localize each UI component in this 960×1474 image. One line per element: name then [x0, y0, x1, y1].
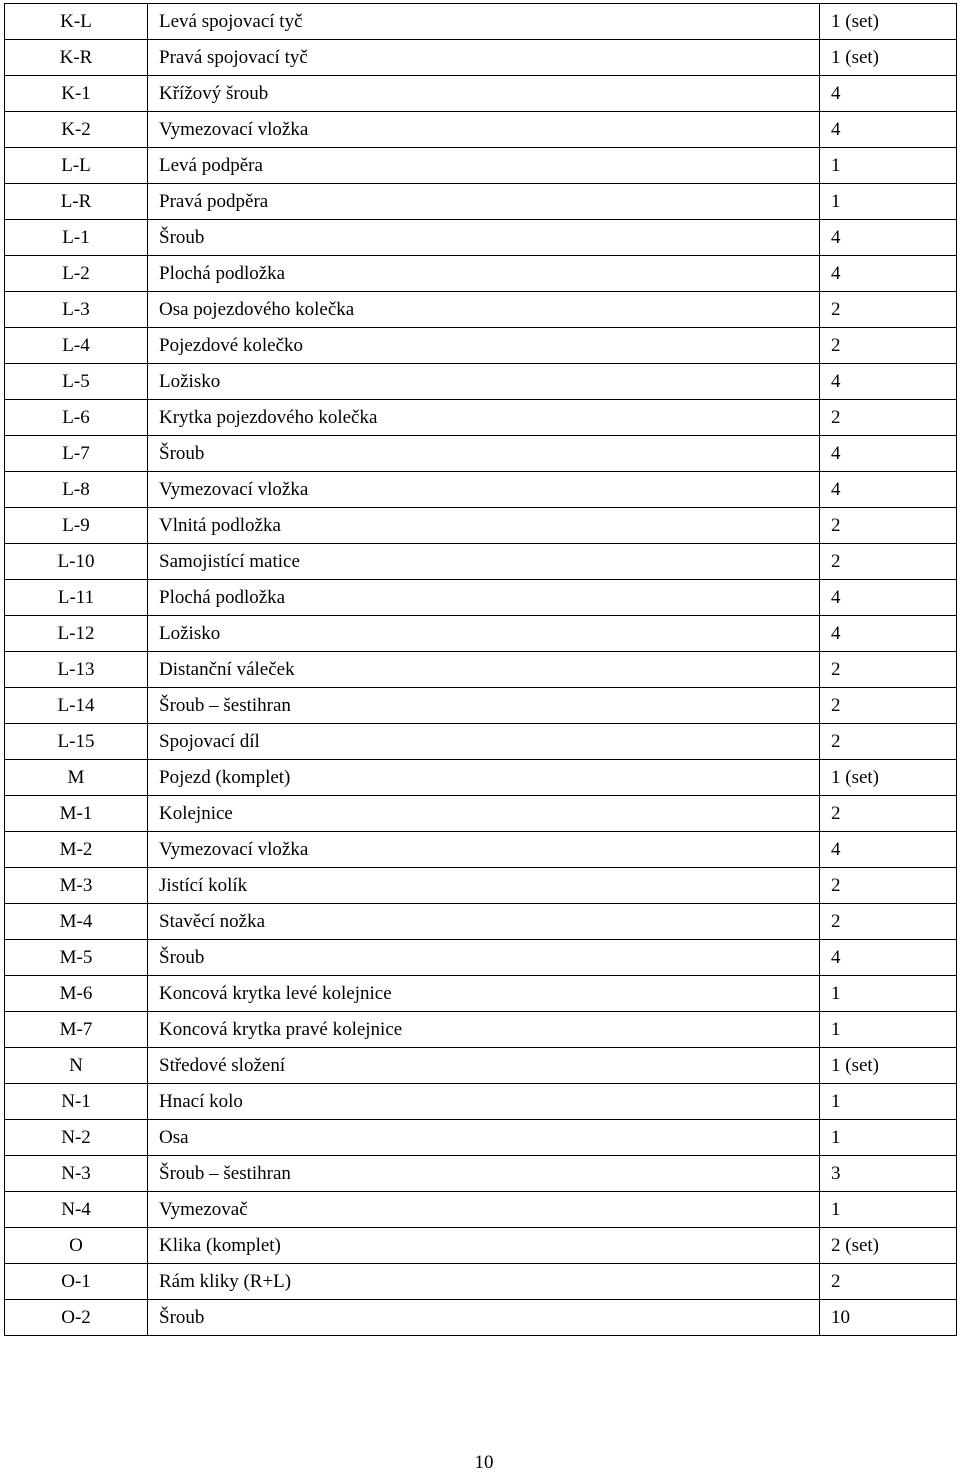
page-number: 10: [474, 1452, 494, 1473]
part-name: Pravá podpěra: [148, 184, 820, 220]
table-row: [5, 328, 957, 364]
part-name: Koncová krytka pravé kolejnice: [148, 1012, 820, 1048]
part-code: L-R: [5, 184, 148, 220]
part-code: O-1: [5, 1264, 148, 1300]
part-code: N-3: [5, 1156, 148, 1192]
table-row: [5, 1228, 957, 1264]
part-quantity: 3: [820, 1156, 957, 1192]
part-code: K-1: [5, 76, 148, 112]
table-row: [5, 904, 957, 940]
part-code: N-1: [5, 1084, 148, 1120]
part-code: L-1: [5, 220, 148, 256]
part-code: K-R: [5, 40, 148, 76]
part-name: Vymezovací vložka: [148, 112, 820, 148]
part-code: M-5: [5, 940, 148, 976]
part-name: Osa pojezdového kolečka: [148, 292, 820, 328]
part-quantity: 2: [820, 292, 957, 328]
part-code: N-2: [5, 1120, 148, 1156]
part-name: Jistící kolík: [148, 868, 820, 904]
table-row: [5, 148, 957, 184]
part-name: Stavěcí nožka: [148, 904, 820, 940]
part-quantity: 4: [820, 364, 957, 400]
table-row: [5, 1120, 957, 1156]
part-quantity: 2: [820, 400, 957, 436]
part-name: Šroub: [148, 1300, 820, 1336]
table-row: [5, 652, 957, 688]
table-row: [5, 508, 957, 544]
part-code: K-L: [5, 4, 148, 40]
table-row: [5, 400, 957, 436]
table-row: [5, 112, 957, 148]
part-quantity: 4: [820, 940, 957, 976]
part-name: Distanční váleček: [148, 652, 820, 688]
table-row: [5, 976, 957, 1012]
part-name: Pojezd (komplet): [148, 760, 820, 796]
table-row: [5, 616, 957, 652]
parts-table-body: [5, 4, 957, 1336]
part-code: O-2: [5, 1300, 148, 1336]
part-quantity: 4: [820, 76, 957, 112]
part-quantity: 1: [820, 184, 957, 220]
table-row: [5, 220, 957, 256]
part-quantity: 2: [820, 652, 957, 688]
part-quantity: 2: [820, 796, 957, 832]
part-name: Vymezovač: [148, 1192, 820, 1228]
part-name: Ložisko: [148, 364, 820, 400]
part-code: L-10: [5, 544, 148, 580]
part-name: Levá spojovací tyč: [148, 4, 820, 40]
part-code: M-6: [5, 976, 148, 1012]
part-name: Levá podpěra: [148, 148, 820, 184]
part-code: L-9: [5, 508, 148, 544]
table-row: [5, 292, 957, 328]
part-name: Krytka pojezdového kolečka: [148, 400, 820, 436]
table-row: [5, 40, 957, 76]
part-name: Klika (komplet): [148, 1228, 820, 1264]
part-quantity: 2: [820, 868, 957, 904]
part-name: Křížový šroub: [148, 76, 820, 112]
part-code: M-4: [5, 904, 148, 940]
part-quantity: 1 (set): [820, 40, 957, 76]
part-code: L-4: [5, 328, 148, 364]
part-name: Plochá podložka: [148, 580, 820, 616]
part-quantity: 2: [820, 544, 957, 580]
part-name: Vlnitá podložka: [148, 508, 820, 544]
table-row: [5, 940, 957, 976]
table-row: [5, 1264, 957, 1300]
part-code: L-12: [5, 616, 148, 652]
part-name: Šroub: [148, 436, 820, 472]
part-name: Spojovací díl: [148, 724, 820, 760]
part-quantity: 2: [820, 328, 957, 364]
part-code: L-15: [5, 724, 148, 760]
part-quantity: 1: [820, 148, 957, 184]
part-quantity: 2: [820, 1264, 957, 1300]
part-code: L-8: [5, 472, 148, 508]
part-code: L-5: [5, 364, 148, 400]
part-code: N-4: [5, 1192, 148, 1228]
part-code: L-7: [5, 436, 148, 472]
part-code: L-2: [5, 256, 148, 292]
part-quantity: 1: [820, 1012, 957, 1048]
table-row: [5, 1084, 957, 1120]
part-name: Pravá spojovací tyč: [148, 40, 820, 76]
table-row: [5, 436, 957, 472]
part-code: L-11: [5, 580, 148, 616]
table-row: [5, 1192, 957, 1228]
part-name: Plochá podložka: [148, 256, 820, 292]
table-row: [5, 1012, 957, 1048]
part-quantity: 2: [820, 688, 957, 724]
part-name: Hnací kolo: [148, 1084, 820, 1120]
part-quantity: 1 (set): [820, 760, 957, 796]
part-name: Šroub – šestihran: [148, 688, 820, 724]
part-quantity: 4: [820, 580, 957, 616]
part-name: Osa: [148, 1120, 820, 1156]
part-name: Samojistící matice: [148, 544, 820, 580]
part-quantity: 4: [820, 832, 957, 868]
part-name: Pojezdové kolečko: [148, 328, 820, 364]
table-row: [5, 724, 957, 760]
part-code: N: [5, 1048, 148, 1084]
table-row: [5, 1300, 957, 1336]
part-name: Rám kliky (R+L): [148, 1264, 820, 1300]
part-quantity: 2: [820, 904, 957, 940]
part-code: M-7: [5, 1012, 148, 1048]
table-row: [5, 832, 957, 868]
table-row: [5, 256, 957, 292]
part-code: L-6: [5, 400, 148, 436]
part-name: Šroub: [148, 940, 820, 976]
part-code: M-3: [5, 868, 148, 904]
part-name: Středové složení: [148, 1048, 820, 1084]
table-row: [5, 688, 957, 724]
part-name: Koncová krytka levé kolejnice: [148, 976, 820, 1012]
part-quantity: 4: [820, 256, 957, 292]
table-row: [5, 760, 957, 796]
part-quantity: 2: [820, 508, 957, 544]
part-code: K-2: [5, 112, 148, 148]
parts-table: [4, 3, 957, 1336]
part-quantity: 1: [820, 1120, 957, 1156]
table-row: [5, 1048, 957, 1084]
part-code: L-14: [5, 688, 148, 724]
table-row: [5, 76, 957, 112]
part-quantity: 4: [820, 220, 957, 256]
part-name: Šroub: [148, 220, 820, 256]
part-name: Kolejnice: [148, 796, 820, 832]
table-row: [5, 544, 957, 580]
part-quantity: 4: [820, 616, 957, 652]
part-quantity: 1: [820, 1084, 957, 1120]
table-row: [5, 184, 957, 220]
part-code: L-13: [5, 652, 148, 688]
part-quantity: 1 (set): [820, 1048, 957, 1084]
part-name: Vymezovací vložka: [148, 832, 820, 868]
part-quantity: 10: [820, 1300, 957, 1336]
part-quantity: 4: [820, 112, 957, 148]
part-code: M: [5, 760, 148, 796]
part-code: M-2: [5, 832, 148, 868]
part-quantity: 1: [820, 1192, 957, 1228]
table-row: [5, 4, 957, 40]
part-name: Ložisko: [148, 616, 820, 652]
part-name: Šroub – šestihran: [148, 1156, 820, 1192]
part-quantity: 1: [820, 976, 957, 1012]
table-row: [5, 796, 957, 832]
table-row: [5, 868, 957, 904]
part-quantity: 4: [820, 436, 957, 472]
part-quantity: 4: [820, 472, 957, 508]
table-row: [5, 580, 957, 616]
table-row: [5, 472, 957, 508]
part-name: Vymezovací vložka: [148, 472, 820, 508]
part-quantity: 2 (set): [820, 1228, 957, 1264]
part-code: O: [5, 1228, 148, 1264]
part-code: M-1: [5, 796, 148, 832]
table-row: [5, 364, 957, 400]
part-quantity: 1 (set): [820, 4, 957, 40]
part-code: L-L: [5, 148, 148, 184]
part-quantity: 2: [820, 724, 957, 760]
table-row: [5, 1156, 957, 1192]
part-code: L-3: [5, 292, 148, 328]
